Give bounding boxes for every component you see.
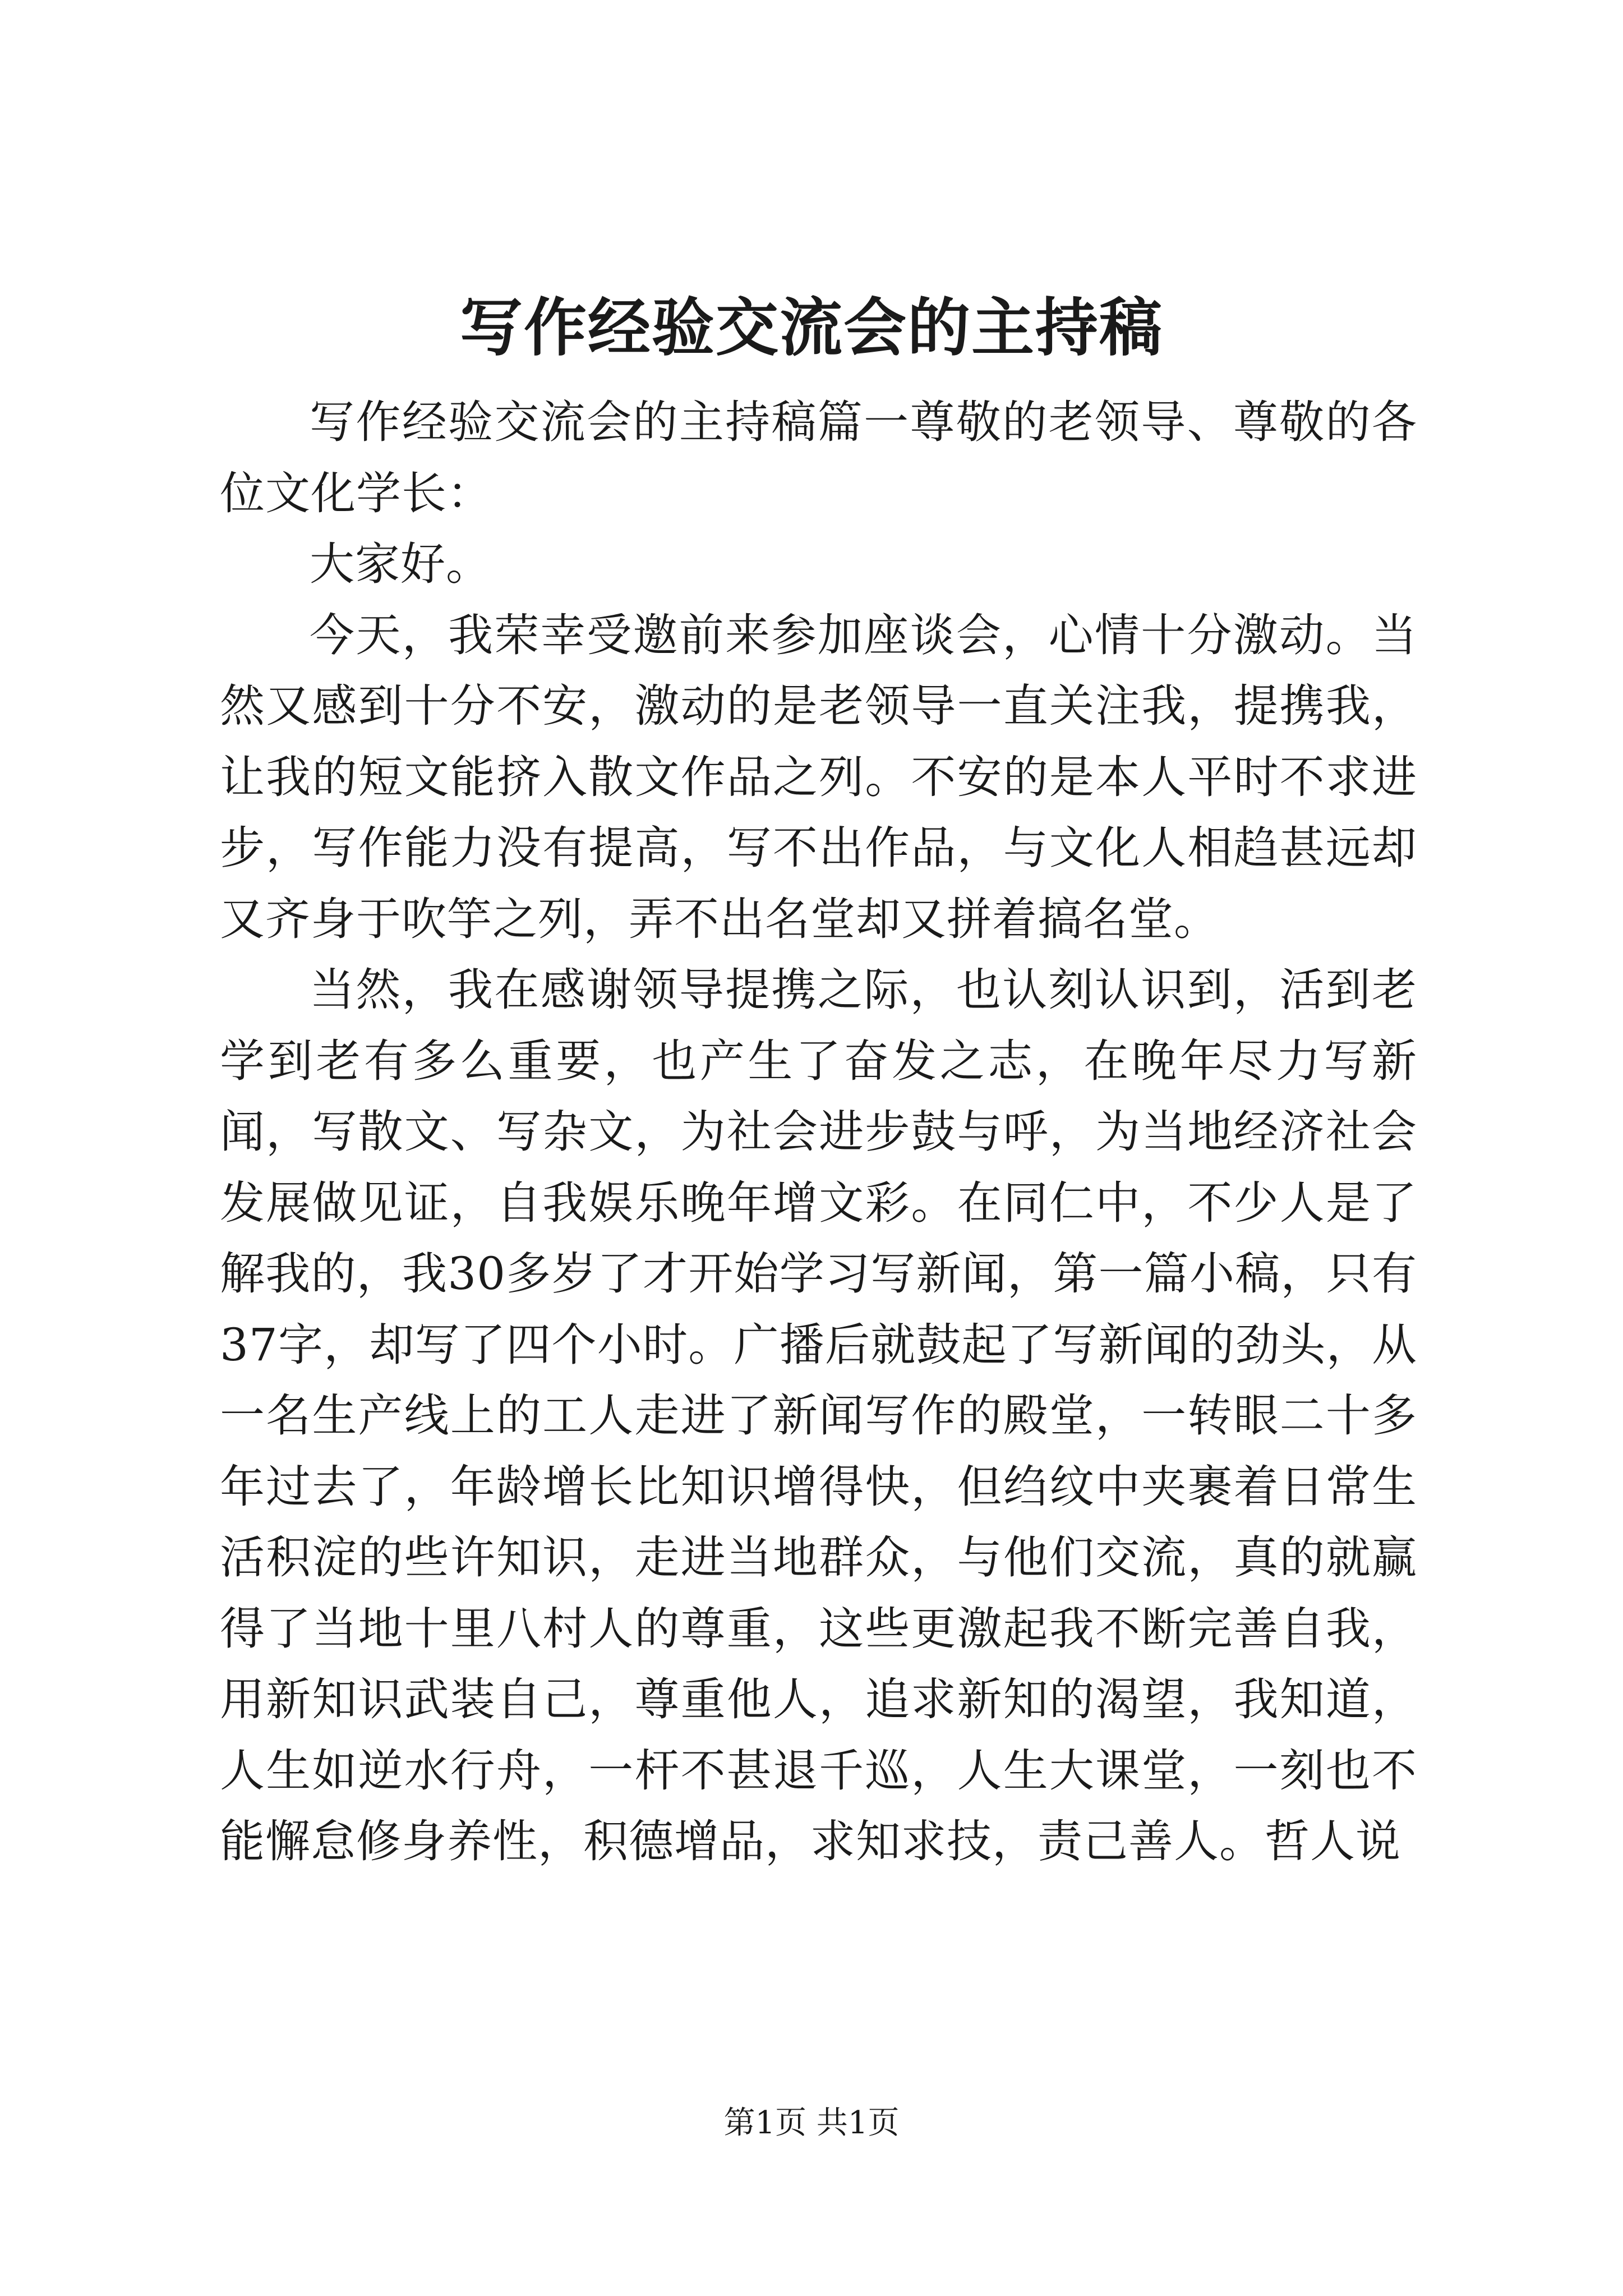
paragraph: 大家好。 (310, 538, 491, 590)
paragraph: 写作经验交流会的主持稿篇一尊敬的老领导、尊敬的各位文化学长： (220, 396, 1417, 519)
paragraph: 当然，我在感谢领导提携之际，也认刻认识到，活到老学到老有多么重要，也产生了奋发之志，在晚年尽力写新闻，写散文、写杂文，为社会进步鼓与呼，为当地经济社会发展做见证，自我娱乐晚年增文彩。在同仁中，不少人是了解我的，我30多岁了才开始学习写新闻，第一篇小稿，只有37字，却写了四个小时。广播后就鼓起了写新闻的劲头，从一名生产线上的工人走进了新闻写作的殿堂，一转眼二十多年过去了，年龄增长比知识增得快，但绉纹中夹裹着日常生活积淀的些许知识，走进当地群众，与他们交流，真的就赢得了当地十里八村人的尊重，这些更激起我不断完善自我，用新知识武装自己，尊重他人，追求新知的渴望，我知道，人生如逆水行舟，一杆不甚退千巡，人生大课堂，一刻也不能懈怠修身养性，积德增品，求知求技，责己善人。哲人说 (220, 964, 1417, 1867)
document-body (220, 387, 1417, 1878)
page-footer (0, 2101, 1623, 2146)
paragraph: 今天，我荣幸受邀前来参加座谈会，心情十分激动。当然又感到十分不安，激动的是老领导一直关注我，提携我，让我的短文能挤入散文作品之列。不安的是本人平时不求进步，写作能力没有提高，写不出作品，与文化人相趋甚远却又齐身于吹竽之列，弄不出名堂却又拼着搞名堂。 (220, 609, 1417, 945)
document-title: 写作经验交流会的主持稿 (460, 291, 1163, 365)
page-number: 第1页 共1页 (723, 2105, 900, 2141)
